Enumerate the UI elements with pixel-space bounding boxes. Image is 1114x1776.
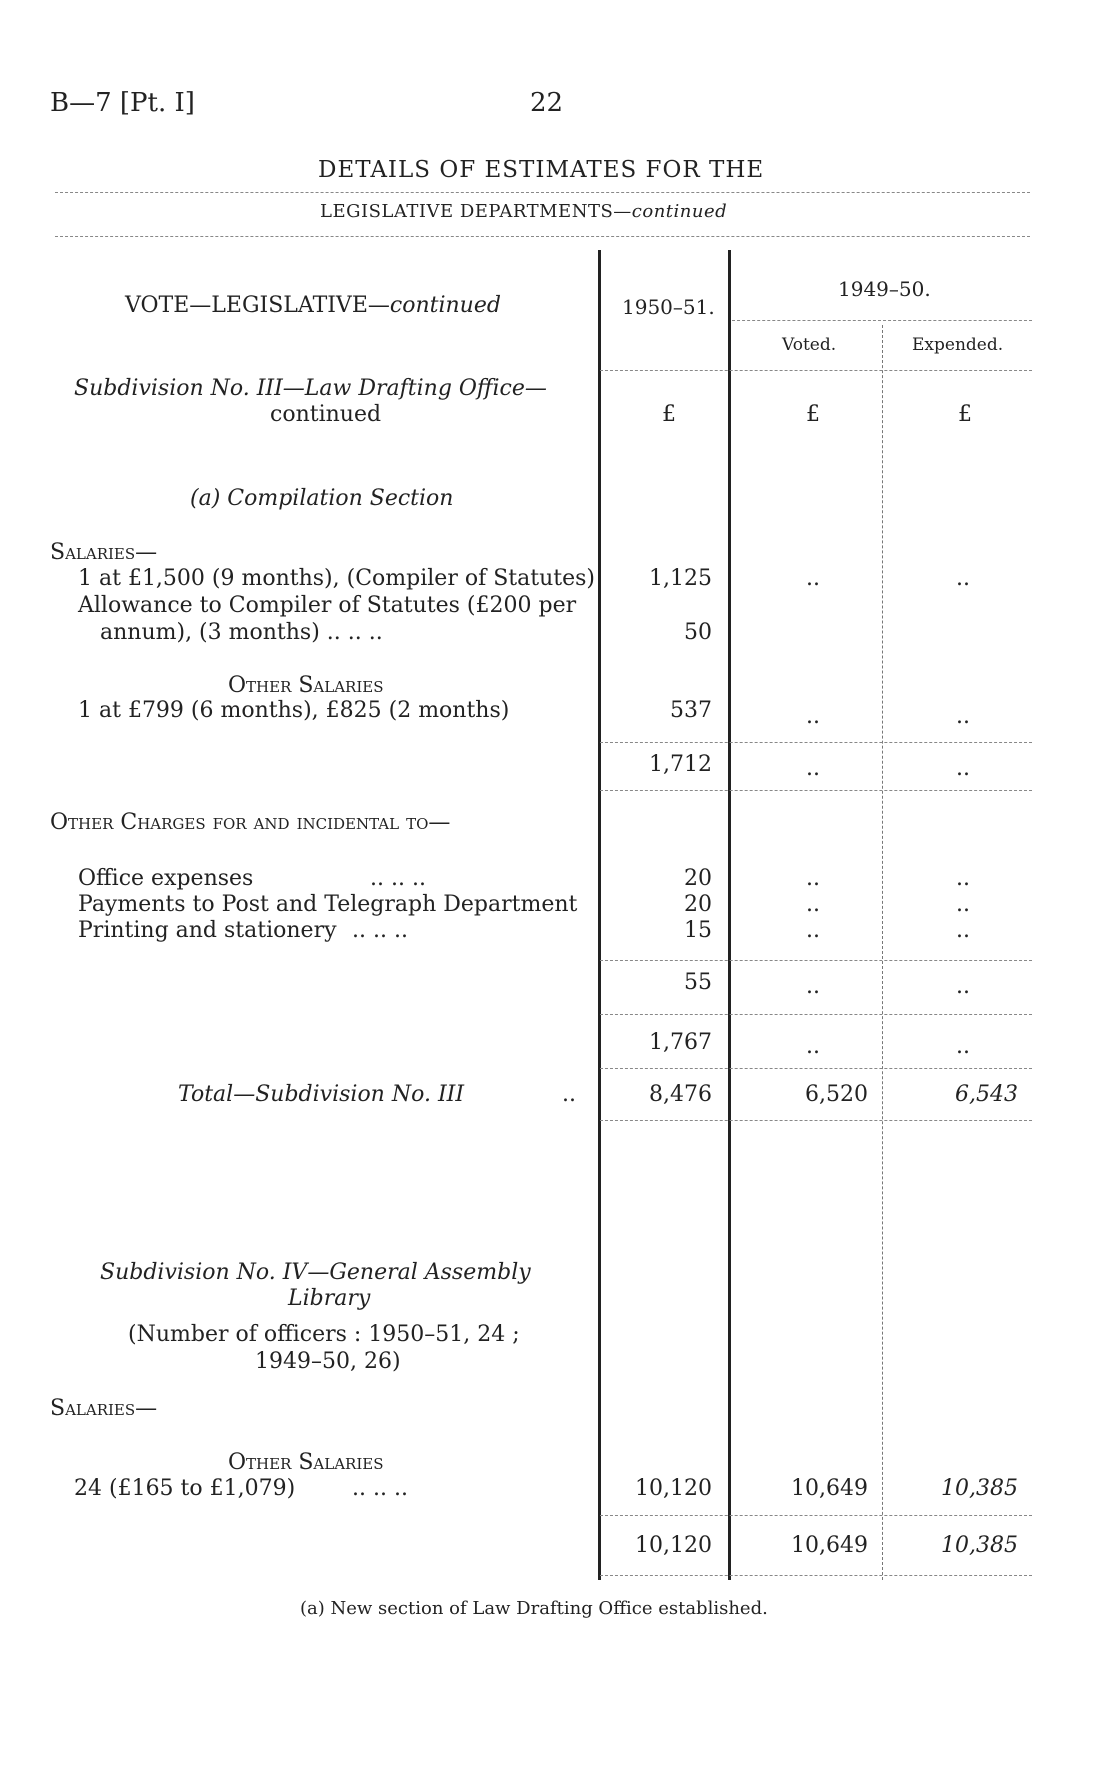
subdivision-iv-heading-cont: Library bbox=[288, 1286, 371, 1311]
total-subdivision-iii-voted: 6,520 bbox=[805, 1082, 868, 1107]
printing-expended: .. bbox=[956, 918, 970, 943]
allowance-line-label-cont: annum), (3 months) .. .. .. bbox=[100, 620, 383, 645]
library-total-rule bbox=[600, 1515, 1032, 1516]
other-salary-line-label: 1 at £799 (6 months), £825 (2 months) bbox=[78, 698, 510, 723]
post-telegraph-label: Payments to Post and Telegraph Department bbox=[78, 892, 578, 917]
library-salary-voted: 10,649 bbox=[791, 1476, 868, 1501]
total-subdivision-iii-expended: 6,543 bbox=[955, 1082, 1018, 1107]
subdivision-iv-salaries-heading: Salaries— bbox=[50, 1396, 158, 1421]
page-number: 22 bbox=[530, 88, 564, 118]
charges-subtotal-rule bbox=[600, 960, 1032, 961]
salary-line-label: 1 at £1,500 (9 months), (Compiler of Statutes) bbox=[78, 566, 595, 591]
total-subdivision-iii-label: Total—Subdivision No. III bbox=[178, 1082, 465, 1107]
printing-voted: .. bbox=[806, 918, 820, 943]
year-group-rule bbox=[732, 320, 1032, 321]
subtitle-continued: continued bbox=[631, 201, 728, 222]
post-telegraph-expended: .. bbox=[956, 892, 970, 917]
salaries-subtotal-voted: .. bbox=[806, 756, 820, 781]
salaries-subtotal-1950: 1,712 bbox=[649, 752, 712, 777]
library-salary-label: 24 (£165 to £1,079) bbox=[74, 1476, 296, 1501]
salaries-subtotal-bottom-rule bbox=[600, 790, 1032, 791]
library-total-1950: 10,120 bbox=[635, 1533, 712, 1558]
charges-subtotal-voted: .. bbox=[806, 974, 820, 999]
footnote: (a) New section of Law Drafting Office established. bbox=[300, 1598, 768, 1619]
office-expenses-1950: 20 bbox=[684, 866, 712, 891]
subdivision-iii-heading-cont: continued bbox=[270, 402, 382, 427]
total-subdivision-iii-dots: .. bbox=[562, 1082, 576, 1107]
salaries-heading: Salaries— bbox=[50, 540, 158, 565]
library-salary-dots: .. .. .. bbox=[352, 1476, 408, 1501]
library-salary-1950: 10,120 bbox=[635, 1476, 712, 1501]
section-total-voted: .. bbox=[806, 1034, 820, 1059]
section-total-rule bbox=[600, 1068, 1032, 1069]
title-rule bbox=[55, 192, 1030, 193]
library-total-bottom-rule bbox=[600, 1575, 1032, 1576]
column-rule-mid bbox=[728, 250, 731, 1580]
salary-line-voted: .. bbox=[806, 566, 820, 591]
salaries-subtotal-expended: .. bbox=[956, 756, 970, 781]
section-total-1950: 1,767 bbox=[649, 1030, 712, 1055]
column-rule-right bbox=[882, 325, 883, 1580]
library-total-expended: 10,385 bbox=[941, 1533, 1018, 1558]
subtitle-main: LEGISLATIVE DEPARTMENTS— bbox=[320, 201, 632, 222]
charges-subtotal-expended: .. bbox=[956, 974, 970, 999]
total-subdivision-iii-1950: 8,476 bbox=[649, 1082, 712, 1107]
subdivision-iv-other-salaries-heading: Other Salaries bbox=[228, 1450, 384, 1475]
column-heading-voted: Voted. bbox=[782, 335, 837, 355]
office-expenses-voted: .. bbox=[806, 866, 820, 891]
header-bottom-rule bbox=[600, 370, 1032, 371]
currency-col2: £ bbox=[806, 402, 820, 427]
post-telegraph-voted: .. bbox=[806, 892, 820, 917]
salary-line-1950: 1,125 bbox=[649, 566, 712, 591]
total-subdivision-iii-rule bbox=[600, 1120, 1032, 1121]
post-telegraph-1950: 20 bbox=[684, 892, 712, 917]
office-expenses-dots: .. .. .. bbox=[370, 866, 426, 891]
library-salary-expended: 10,385 bbox=[941, 1476, 1018, 1501]
column-heading-1950-51: 1950–51. bbox=[622, 295, 715, 319]
currency-col1: £ bbox=[662, 402, 676, 427]
library-total-voted: 10,649 bbox=[791, 1533, 868, 1558]
vote-heading bbox=[125, 293, 501, 318]
other-salary-line-expended: .. bbox=[956, 704, 970, 729]
section-total-expended: .. bbox=[956, 1034, 970, 1059]
allowance-line-label: Allowance to Compiler of Statutes (£200 per bbox=[78, 593, 577, 618]
column-heading-1949-50: 1949–50. bbox=[838, 277, 931, 301]
salary-line-expended: .. bbox=[956, 566, 970, 591]
vote-heading-main: VOTE—LEGISLATIVE— bbox=[125, 293, 390, 318]
other-salaries-heading: Other Salaries bbox=[228, 673, 384, 698]
charges-subtotal-bottom-rule bbox=[600, 1014, 1032, 1015]
printing-1950: 15 bbox=[684, 918, 712, 943]
other-salary-line-1950: 537 bbox=[670, 698, 712, 723]
subtitle-rule bbox=[55, 236, 1030, 237]
subdivision-iii-heading: Subdivision No. III—Law Drafting Office— bbox=[74, 376, 547, 401]
vote-heading-continued: continued bbox=[389, 293, 501, 318]
other-charges-heading: Other Charges for and incidental to— bbox=[50, 810, 451, 835]
other-salary-line-voted: .. bbox=[806, 704, 820, 729]
page-subtitle bbox=[320, 201, 727, 222]
compilation-section-heading: (a) Compilation Section bbox=[190, 486, 454, 511]
currency-col3: £ bbox=[958, 402, 972, 427]
page-title: DETAILS OF ESTIMATES FOR THE bbox=[318, 157, 765, 183]
printing-label: Printing and stationery bbox=[78, 918, 337, 943]
charges-subtotal-1950: 55 bbox=[684, 970, 712, 995]
column-heading-expended: Expended. bbox=[912, 335, 1004, 355]
office-expenses-expended: .. bbox=[956, 866, 970, 891]
page-reference: B—7 [Pt. I] bbox=[50, 88, 195, 118]
allowance-line-1950: 50 bbox=[684, 620, 712, 645]
subdivision-iv-heading: Subdivision No. IV—General Assembly bbox=[100, 1260, 531, 1285]
printing-dots: .. .. .. bbox=[352, 918, 408, 943]
officers-count: (Number of officers : 1950–51, 24 ; bbox=[128, 1322, 520, 1347]
office-expenses-label: Office expenses bbox=[78, 866, 254, 891]
salaries-subtotal-rule bbox=[600, 742, 1032, 743]
officers-count-cont: 1949–50, 26) bbox=[255, 1349, 401, 1374]
